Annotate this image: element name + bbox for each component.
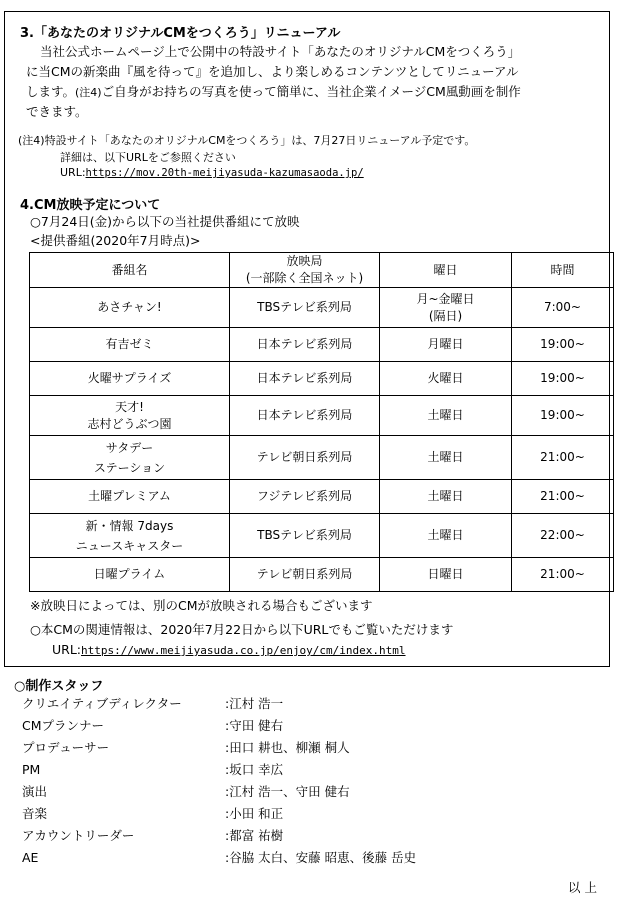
header-station-label: 放映局 (286, 254, 323, 268)
table-row (30, 436, 614, 480)
time-cell: 21:00~ (512, 558, 614, 592)
program-table (29, 252, 614, 592)
staff-name: :都富 祐樹 (225, 828, 284, 843)
broadcast-start-line: ○7月24日(金)から以下の当社提供番組にて放映 (30, 214, 300, 229)
section3-heading: 3.「あなたのオリジナルCMをつくろう」リニューアル (20, 26, 341, 41)
header-day: 曜日 (380, 253, 512, 288)
table-row (30, 288, 614, 328)
day-text: 月~金曜日 (416, 291, 475, 306)
program-cell (30, 514, 230, 558)
time-cell: 21:00~ (512, 436, 614, 480)
table-row (30, 396, 614, 436)
staff-heading: ○制作スタッフ (14, 679, 104, 694)
time-cell: 19:00~ (512, 328, 614, 362)
day-cell: 土曜日 (380, 396, 512, 436)
staff-name: :谷脇 太白、安藤 昭恵、後藤 岳史 (225, 850, 417, 865)
day-sub-text: (隔日) (428, 308, 463, 323)
staff-role: プロデューサー (22, 740, 110, 755)
note4-details: 詳細は、以下URLをご参照ください (60, 151, 236, 164)
staff-name: :小田 和正 (225, 806, 284, 821)
program-line: サタデー (105, 440, 154, 455)
staff-role: AE (22, 850, 39, 865)
station-cell: TBSテレビ系列局 (230, 288, 380, 328)
note4-url-line (60, 166, 364, 179)
station-cell: 日本テレビ系列局 (230, 396, 380, 436)
program-line: 天才! (115, 399, 144, 414)
day-cell: 土曜日 (380, 480, 512, 514)
program-line: 新・情報 7days (85, 518, 174, 533)
table-row (30, 558, 614, 592)
note4-line: (注4)特設サイト「あなたのオリジナルCMをつくろう」は、7月27日リニューアル予定です。 (18, 134, 476, 147)
url-label: URL: (60, 166, 86, 179)
program-cell: 日曜プライム (30, 558, 230, 592)
header-time: 時間 (512, 253, 614, 288)
section3-para-text: ご自身がお持ちの写真を使って簡単に、当社企業イメージCM風動画を制作 (101, 84, 521, 99)
related-url-line (52, 640, 406, 661)
day-cell (380, 288, 512, 328)
program-line: 志村どうぶつ園 (87, 416, 172, 431)
program-cell: 有吉ゼミ (30, 328, 230, 362)
table-row (30, 514, 614, 558)
program-cell: 火曜サプライズ (30, 362, 230, 396)
time-cell: 19:00~ (512, 362, 614, 396)
staff-role: PM (22, 762, 41, 777)
url-label: URL: (52, 642, 82, 657)
program-list-title: <提供番組(2020年7月時点)> (30, 233, 201, 248)
time-cell: 21:00~ (512, 480, 614, 514)
section3-para-text: します。 (26, 84, 76, 99)
program-cell: 土曜プレミアム (30, 480, 230, 514)
header-program: 番組名 (30, 253, 230, 288)
staff-role: 音楽 (22, 806, 48, 821)
day-cell: 土曜日 (380, 514, 512, 558)
table-row (30, 480, 614, 514)
related-info-line: ○本CMの関連情報は、2020年7月22日から以下URLでもご覧いただけます (30, 622, 454, 637)
day-cell: 土曜日 (380, 436, 512, 480)
section3-para-line: できます。 (26, 104, 88, 119)
section3-para-line (26, 82, 521, 103)
station-cell: 日本テレビ系列局 (230, 328, 380, 362)
broadcast-note: ※放映日によっては、別のCMが放映される場合もございます (30, 598, 373, 613)
day-cell: 火曜日 (380, 362, 512, 396)
table-row (30, 362, 614, 396)
staff-name: :江村 浩一、守田 健右 (225, 784, 350, 799)
program-cell: あさチャン! (30, 288, 230, 328)
station-cell: 日本テレビ系列局 (230, 362, 380, 396)
table-header-row (30, 253, 614, 288)
station-cell: テレビ朝日系列局 (230, 436, 380, 480)
program-cell (30, 436, 230, 480)
table-row (30, 328, 614, 362)
time-cell: 19:00~ (512, 396, 614, 436)
staff-role: アカウントリーダー (22, 828, 135, 843)
header-station-sub: (一部除く全国ネット) (245, 271, 364, 285)
cm-info-link[interactable]: https://www.meijiyasuda.co.jp/enjoy/cm/index.html (81, 644, 406, 657)
time-cell: 7:00~ (512, 288, 614, 328)
program-line: ニュースキャスター (75, 538, 184, 553)
section4-heading: 4.CM放映予定について (20, 198, 161, 213)
station-cell: テレビ朝日系列局 (230, 558, 380, 592)
staff-name: :坂口 幸広 (225, 762, 284, 777)
special-site-link[interactable]: https://mov.20th-meijiyasuda-kazumasaoda.jp/ (85, 167, 364, 179)
day-cell: 月曜日 (380, 328, 512, 362)
staff-name: :江村 浩一 (225, 696, 284, 711)
closing-mark: 以 上 (568, 880, 597, 895)
header-station (230, 253, 380, 288)
section3-para-line: に当CMの新楽曲『風を待って』を追加し、より楽しめるコンテンツとしてリニューアル (26, 64, 519, 79)
program-cell (30, 396, 230, 436)
day-cell: 日曜日 (380, 558, 512, 592)
staff-name: :田口 耕也、柳瀬 桐人 (225, 740, 350, 755)
staff-role: CMプランナー (22, 718, 105, 733)
station-cell: フジテレビ系列局 (230, 480, 380, 514)
station-cell: TBSテレビ系列局 (230, 514, 380, 558)
program-line: ステーション (93, 460, 166, 475)
time-cell: 22:00~ (512, 514, 614, 558)
staff-name: :守田 健右 (225, 718, 284, 733)
note-marker: (注4) (75, 86, 102, 99)
staff-role: 演出 (22, 784, 48, 799)
section3-para-line: 当社公式ホームページ上で公開中の特設サイト「あなたのオリジナルCMをつくろう」 (40, 44, 521, 59)
staff-role: クリエイティブディレクター (22, 696, 182, 711)
